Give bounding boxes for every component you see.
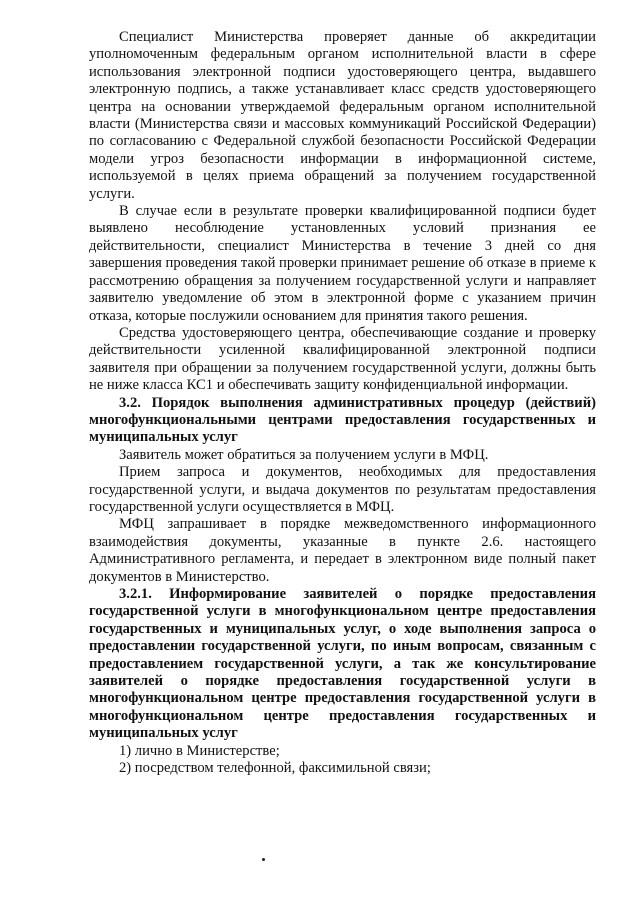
paragraph-mfc-interagency: МФЦ запрашивает в порядке межведомственного информационного взаимодействия документы, указанные в пункте 2.6. настоящего Административного регламента, и передает в электронном виде полный пакет документов в Министерство. xyxy=(89,516,596,585)
paragraph-refusal-decision: В случае если в результате проверки квалифицированной подписи будет выявлено несоблюдение установленных условий признания ее действительности, специалист Министерства в течение 3 дней со дня завершения проведения такой проверки принимает решение об отказе в приеме к рассмотрению обращения за получением государственной услуги и направляет заявителю уведомление об этом в электронной форме с указанием причин отказа, которые послужили основанием для принятия такого решения. xyxy=(89,203,596,324)
list-item-in-person: 1) лично в Министерстве; xyxy=(119,742,280,759)
paragraph-mfc-reception: Прием запроса и документов, необходимых для предоставления государственной услуги, и выдача документов по результатам предоставления государственной услуги осуществляется в МФЦ. xyxy=(89,464,596,515)
list-item-phone-fax: 2) посредством телефонной, факсимильной связи; xyxy=(119,760,431,777)
section-heading-3-2: 3.2. Порядок выполнения административных процедур (действий) многофункциональными центрами предоставления государственных и муниципальных услуг xyxy=(89,394,596,446)
paragraph-certification-center-tools: Средства удостоверяющего центра, обеспечивающие создание и проверку действительности усиленной квалифицированной электронной подписи заявителя при обращении за получением государственной услуги, должны быть не ниже класса КС1 и обеспечивать защиту конфиденциальной информации. xyxy=(89,324,596,394)
page-mark-dot xyxy=(262,858,265,861)
paragraph-mfc-application: Заявитель может обратиться за получением услуги в МФЦ. xyxy=(119,446,489,463)
paragraph-accreditation-check: Специалист Министерства проверяет данные об аккредитации уполномоченным федеральным органом исполнительной власти в сфере использования электронной подписи удостоверяющего центра, выдавшего электронную подпись, а также устанавливает класс средств удостоверяющего центра на основании утверждаемой федеральным органом исполнительной власти (Министерства связи и массовых коммуникаций Российской Федерации) по согласованию с Федеральной службой безопасности Российской Федерации модели угроз безопасности информации в информационной системе, используемой в целях приема обращений за получением государственной услуги. xyxy=(89,29,596,202)
section-heading-3-2-1: 3.2.1. Информирование заявителей о порядке предоставления государственной услуги в многофункциональном центре предоставления государственных и муниципальных услуг, о ходе выполнения запроса о предоставлении государственной услуги, по иным вопросам, связанным с предоставлением государственной услуги, а так же консультирование заявителей о порядке предоставления государственной услуги в многофункциональном центре предоставления государственной услуги в многофункциональном центре предоставления государственных и муниципальных услуг xyxy=(89,586,596,742)
document-page xyxy=(89,29,596,777)
